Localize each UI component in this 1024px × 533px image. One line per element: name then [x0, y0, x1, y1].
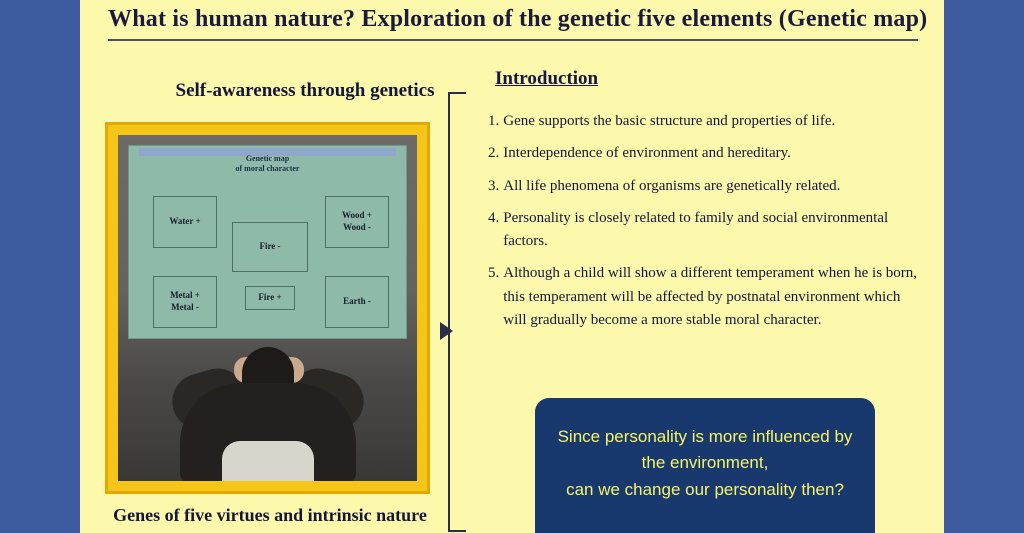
- bracket-arrow-icon: [440, 322, 453, 340]
- map-cell-earth: Earth -: [325, 276, 389, 328]
- photo-image: [118, 135, 417, 481]
- list-item: [488, 110, 918, 133]
- list-item-number: 2.: [488, 145, 500, 162]
- list-item-text: Gene supports the basic structure and properties of life.: [503, 113, 836, 129]
- list-item-number: 1.: [488, 113, 500, 129]
- map-cell-wood: Wood + Wood -: [325, 196, 389, 248]
- slide-canvas: [80, 0, 944, 533]
- title-divider: [108, 39, 918, 41]
- list-item: [488, 207, 918, 254]
- left-caption: Genes of five virtues and intrinsic nature: [113, 505, 427, 525]
- list-item: [488, 262, 918, 332]
- question-line-2: the environment,: [641, 453, 769, 473]
- map-cell-water: Water +: [153, 196, 217, 248]
- map-cell-fire-small: Fire +: [245, 286, 295, 310]
- map-cell-metal: Metal + Metal -: [153, 276, 217, 328]
- photo-frame: [105, 122, 430, 494]
- page-title: What is human nature? Exploration of the genetic five elements (Genetic map): [108, 6, 928, 32]
- introduction-list: [488, 110, 918, 341]
- map-cell-fire-center: Fire -: [232, 222, 308, 272]
- question-line-1: Since personality is more influenced by: [557, 427, 853, 446]
- list-item: [488, 175, 918, 198]
- list-item-number: 3.: [488, 177, 500, 194]
- bracket-vertical-line: [448, 92, 450, 532]
- bracket-top-tick: [448, 92, 466, 94]
- list-item-text: Interdependence of environment and hereditary.: [503, 145, 791, 162]
- bracket-bottom-tick: [448, 530, 466, 532]
- left-heading: Self-awareness through genetics: [175, 80, 435, 101]
- chair-back: [222, 441, 314, 481]
- genetic-map-board: [128, 145, 407, 339]
- list-item-text: All life phenomena of organisms are genetically related.: [503, 177, 841, 194]
- list-item-text: Although a child will show a different temperament when he is born, this temperament will be affected by postnatal environment which will gradually become a more stable moral character.: [503, 265, 918, 328]
- list-item-number: 5.: [488, 265, 500, 282]
- slide-title-area: [108, 6, 928, 41]
- question-line-3: can we change our personality then?: [566, 479, 844, 499]
- board-title-line2: of moral character: [235, 164, 300, 173]
- list-item-number: 4.: [488, 209, 500, 226]
- introduction-heading: Introduction: [495, 68, 599, 89]
- board-title: [129, 154, 406, 174]
- question-callout-box: [535, 398, 875, 533]
- list-item: [488, 142, 918, 165]
- board-title-line1: Genetic map: [245, 154, 290, 163]
- list-item-text: Personality is closely related to family and social environmental factors.: [503, 209, 889, 249]
- bracket-connector: [436, 92, 466, 532]
